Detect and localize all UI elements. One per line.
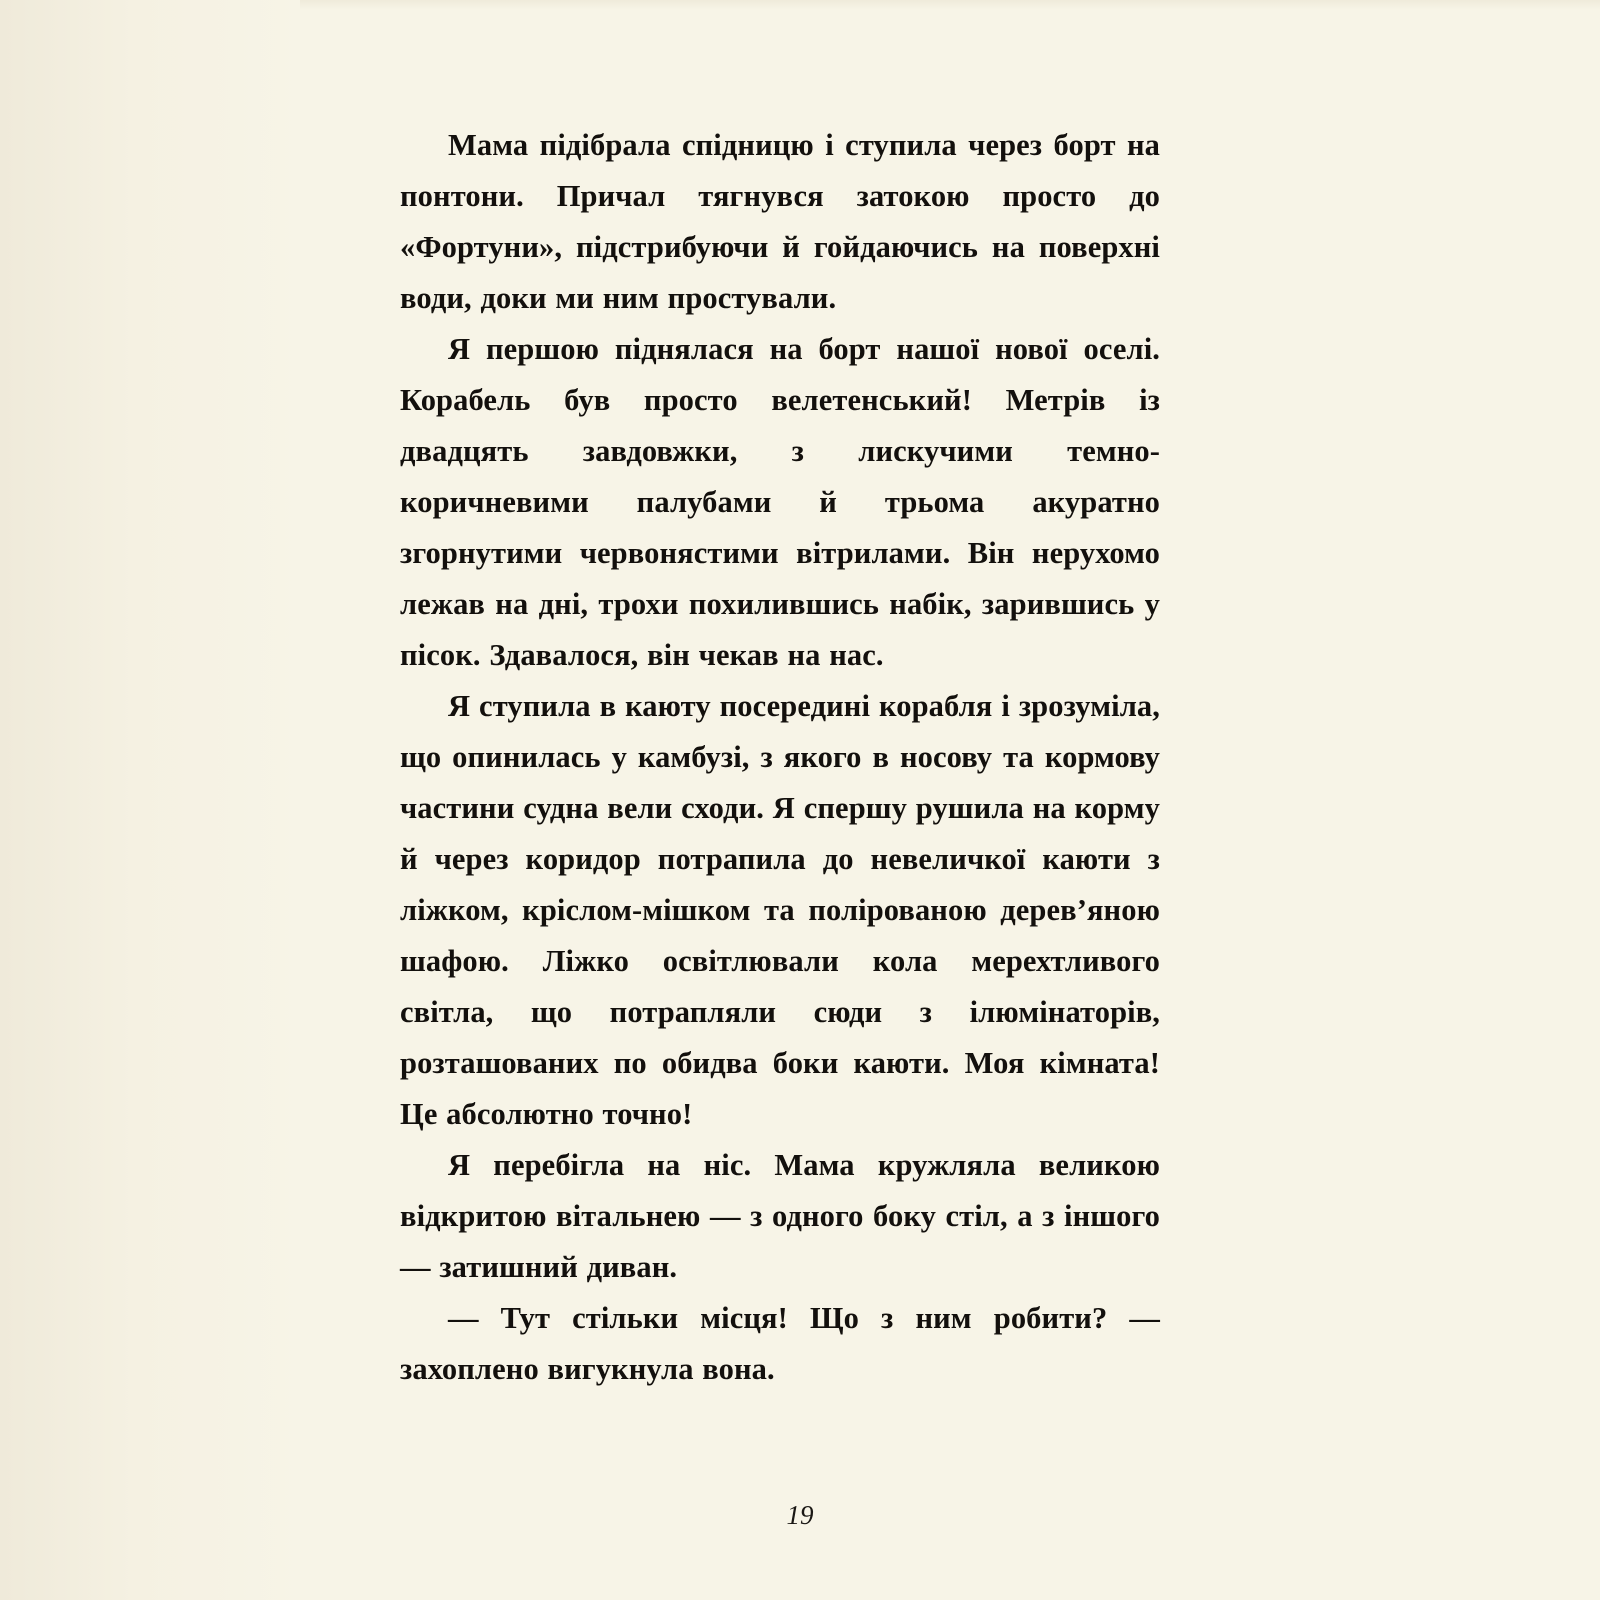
paragraph: Я перебігла на ніс. Мама кружляла великою відкритою вітальнею — з одного боку стіл, а з іншого — затишний диван. [400,1148,1160,1284]
body-text-column [400,120,1160,1395]
paragraph: — Тут стільки місця! Що з ним робити? — захоплено вигукнула вона. [400,1301,1160,1386]
paragraph: Я першою піднялася на борт нашої нової оселі. Корабель був просто велетенський! Метрів із двадцять завдовжки, з лискучими темно-коричневими палубами й трьома акуратно згорнутими червонястими вітрилами. Він нерухомо лежав на дні, трохи похилившись набік, зарившись у пісок. Здавалося, він чекав на нас. [400,332,1160,672]
paragraph: Я ступила в каюту посередині корабля і зрозуміла, що опинилась у камбузі, з якого в носову та кормову частини судна вели сходи. Я спершу рушила на корму й через коридор потрапила до невеличкої каюти з ліжком, кріслом-мішком та полірованою дерев’яною шафою. Ліжко освітлювали кола мерехтливого світла, що потрапляли сюди з ілюмінаторів, розташованих по обидва боки каюти. Моя кімната! Це абсолютно точно! [400,689,1160,1131]
page-top-edge [0,0,1600,10]
paragraph: Мама підібрала спідницю і ступила через борт на понтони. Причал тягнувся затокою просто до «Фортуни», підстрибуючи й гойдаючись на поверхні води, доки ми ним простували. [400,128,1160,315]
page-number: 19 [786,1500,814,1530]
page-gutter-shadow [0,0,300,1600]
